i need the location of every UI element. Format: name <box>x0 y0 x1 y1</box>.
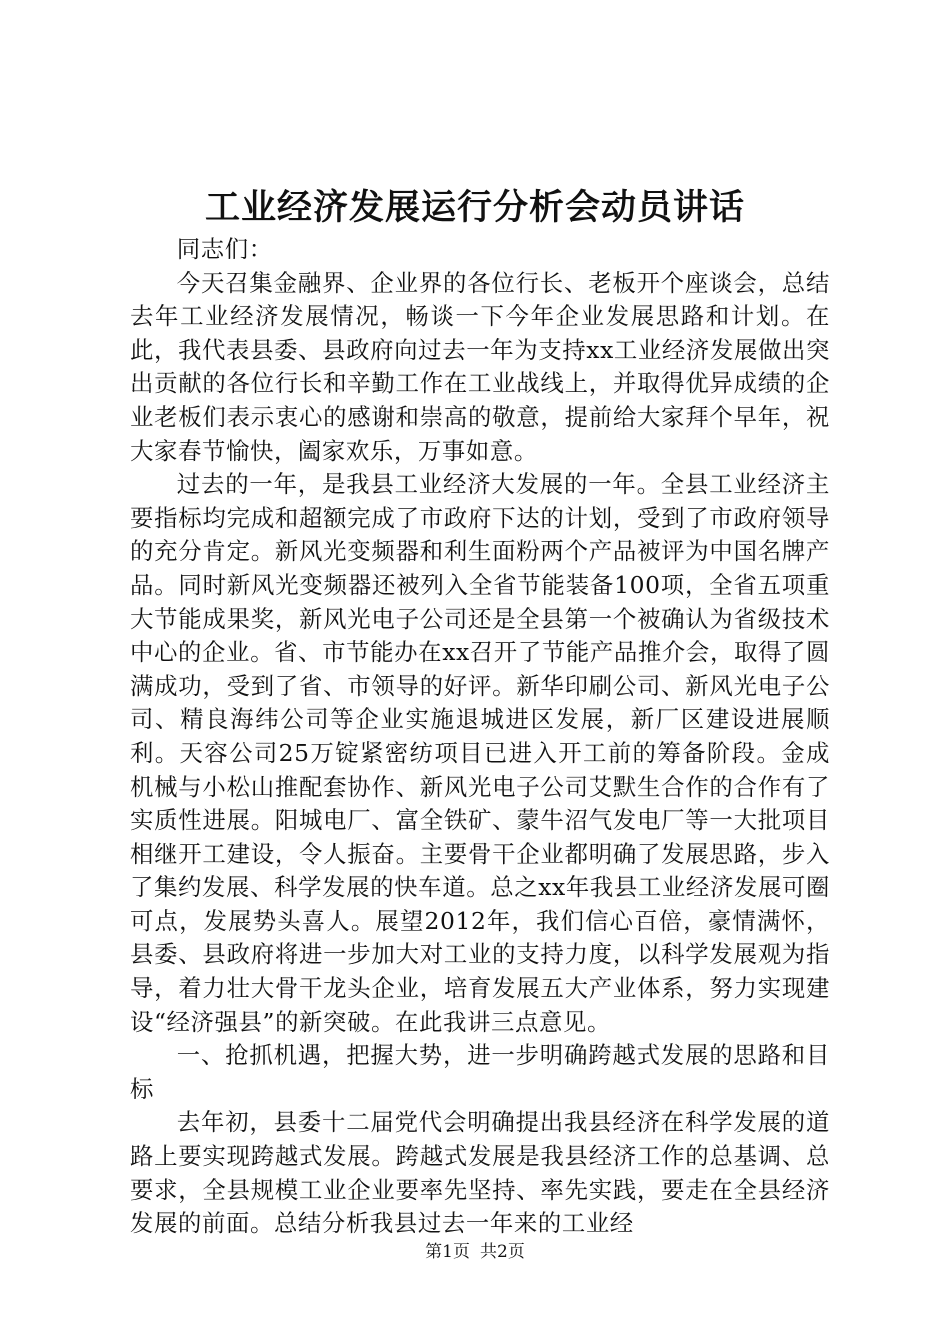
page-number: 第1页 <box>425 1242 470 1262</box>
page-footer <box>0 1240 950 1264</box>
page-total: 共2页 <box>480 1242 525 1262</box>
paragraph-opening: 今天召集金融界、企业界的各位行长、老板开个座谈会，总结去年工业经济发展情况，畅谈一下今年企业发展思路和计划。在此，我代表县委、县政府向过去一年为支持xx工业经济发展做出突出贡献的各位行长和辛勤工作在工业战线上，并取得优异成绩的企业老板们表示衷心的感谢和崇高的敬意，提前给大家拜个早年，祝大家春节愉快，阖家欢乐，万事如意。 <box>130 268 830 465</box>
section-heading-1: 一、抢抓机遇，把握大势，进一步明确跨越式发展的思路和目标 <box>130 1041 830 1103</box>
paragraph-section-1: 去年初，县委十二届党代会明确提出我县经济在科学发展的道路上要实现跨越式发展。跨越式发展是我县经济工作的总基调、总要求，全县规模工业企业要率先坚持、率先实践，要走在全县经济发展的前面。总结分析我县过去一年来的工业经 <box>130 1108 830 1238</box>
salutation: 同志们： <box>176 235 273 263</box>
paragraph-review: 过去的一年，是我县工业经济大发展的一年。全县工业经济主要指标均完成和超额完成了市政府下达的计划，受到了市政府领导的充分肯定。新风光变频器和利生面粉两个产品被评为中国名牌产品。同时新风光变频器还被列入全省节能装备100项，全省五项重大节能成果奖，新风光电子公司还是全县第一个被确认为省级技术中心的企业。省、市节能办在xx召开了节能产品推介会，取得了圆满成功，受到了省、市领导的好评。新华印刷公司、新风光电子公司、精良海纬公司等企业实施退城进区发展，新厂区建设进展顺利。天容公司25万锭紧密纺项目已进入开工前的筹备阶段。金成机械与小松山推配套协作、新风光电子公司艾默生合作的合作有了实质性进展。阳城电厂、富全铁矿、蒙牛沼气发电厂等一大批项目相继开工建设，令人振奋。主要骨干企业都明确了发展思路，步入了集约发展、科学发展的快车道。总之xx年我县工业经济发展可圈可点，发展势头喜人。展望2012年，我们信心百倍，豪情满怀，县委、县政府将进一步加大对工业的支持力度，以科学发展观为指导，着力壮大骨干龙头企业，培育发展五大产业体系，努力实现建设“经济强县”的新突破。在此我讲三点意见。 <box>130 470 830 1036</box>
document-body <box>130 233 830 1241</box>
document-title: 工业经济发展运行分析会动员讲话 <box>204 187 745 228</box>
